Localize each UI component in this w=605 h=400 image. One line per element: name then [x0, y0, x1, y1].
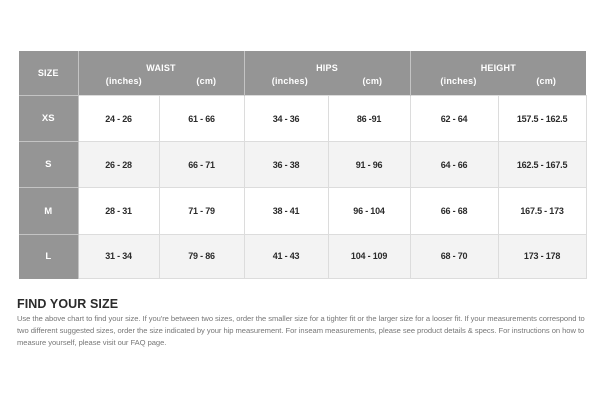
size-column-header: SIZE: [19, 51, 78, 96]
hips-cm-cell: 104 - 109: [328, 234, 410, 278]
waist-inches-cell: 28 - 31: [78, 188, 159, 234]
waist-cm-unit: (cm): [196, 76, 217, 86]
table-row-m: [19, 188, 586, 234]
hips-inches-cell: 36 - 38: [244, 142, 328, 188]
hips-cm-cell: 91 - 96: [328, 142, 410, 188]
find-your-size-description: Use the above chart to find your size. If you're between two sizes, order the smaller size for a tighter fit or the larger size for a looser fit. If your measurements correspond to two different suggested sizes, order the size indicated by your hip measurement. For inseam measurements, please see product details & specs. For instructions on how to measure yourself, please visit our FAQ page.: [17, 314, 585, 347]
waist-inches-cell: 26 - 28: [78, 142, 159, 188]
hips-inches-cell: 41 - 43: [244, 234, 328, 278]
hips-cm-cell: 96 - 104: [328, 188, 410, 234]
waist-inches-cell: 31 - 34: [78, 234, 159, 278]
hips-cm-cell: 86 -91: [328, 96, 410, 142]
waist-inches-unit: (inches): [105, 76, 142, 86]
size-label: L: [19, 234, 78, 278]
table-row-l: [19, 234, 586, 278]
hips-inches-cell: 38 - 41: [244, 188, 328, 234]
height-inches-cell: 64 - 66: [410, 142, 498, 188]
height-cm-cell: 157.5 - 162.5: [498, 96, 586, 142]
waist-cm-cell: 79 - 86: [159, 234, 244, 278]
waist-cm-cell: 66 - 71: [159, 142, 244, 188]
hips-cm-unit: (cm): [362, 76, 383, 86]
waist-cm-cell: 71 - 79: [159, 188, 244, 234]
table-row-s: [19, 142, 586, 188]
hips-header: [244, 51, 410, 96]
height-inches-unit: (inches): [440, 76, 477, 86]
height-cm-cell: 173 - 178: [498, 234, 586, 278]
height-cm-cell: 162.5 - 167.5: [498, 142, 586, 188]
hips-title: HIPS: [316, 63, 338, 73]
header-row: [19, 51, 586, 96]
height-header: [410, 51, 586, 96]
height-cm-unit: (cm): [536, 76, 557, 86]
size-label: S: [19, 142, 78, 188]
size-label: XS: [19, 96, 78, 142]
waist-inches-cell: 24 - 26: [78, 96, 159, 142]
size-label: M: [19, 188, 78, 234]
waist-title: WAIST: [146, 63, 176, 73]
waist-header: [78, 51, 244, 96]
height-inches-cell: 68 - 70: [410, 234, 498, 278]
hips-inches-cell: 34 - 36: [244, 96, 328, 142]
table-row-xs: [19, 96, 586, 142]
height-inches-cell: 62 - 64: [410, 96, 498, 142]
size-chart-table: [19, 51, 587, 279]
waist-cm-cell: 61 - 66: [159, 96, 244, 142]
find-your-size-heading: FIND YOUR SIZE: [17, 297, 119, 311]
height-inches-cell: 66 - 68: [410, 188, 498, 234]
height-cm-cell: 167.5 - 173: [498, 188, 586, 234]
hips-inches-unit: (inches): [271, 76, 308, 86]
height-title: HEIGHT: [480, 63, 516, 73]
